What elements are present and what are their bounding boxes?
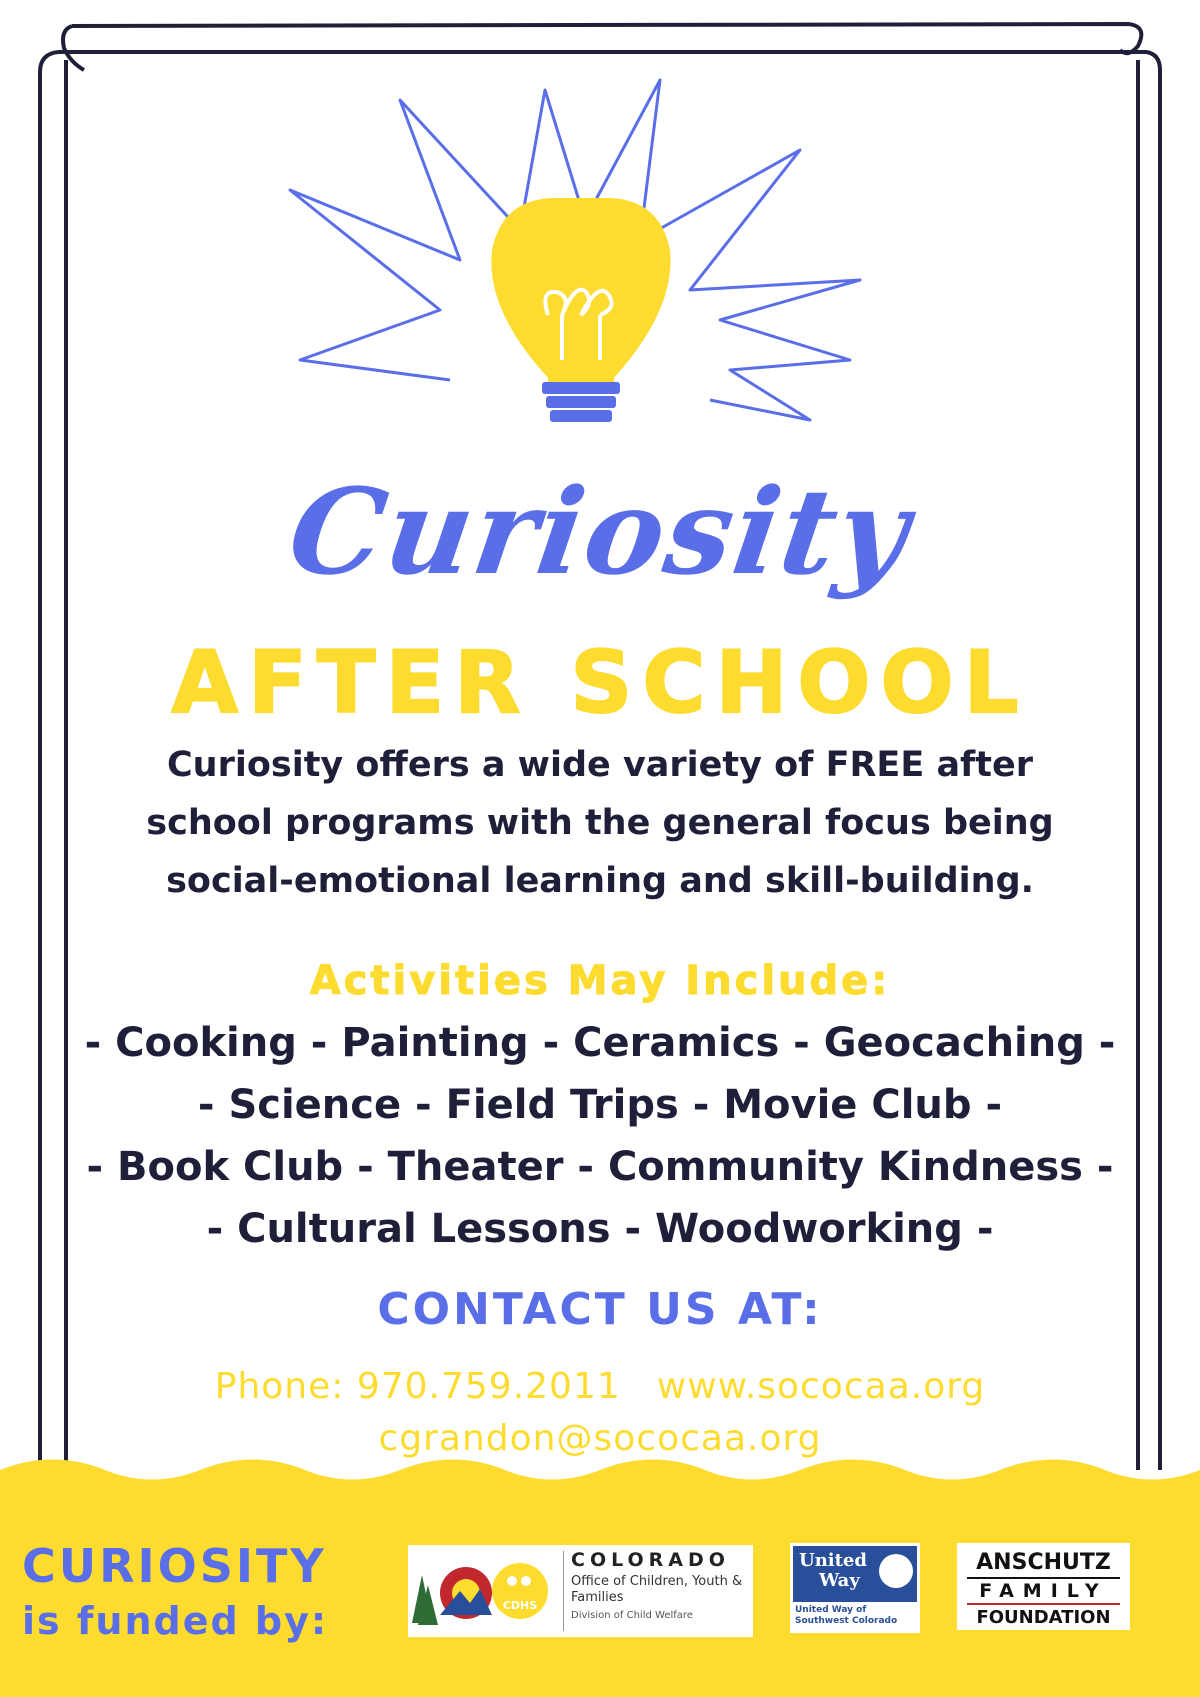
united-way-logo: [790, 1543, 920, 1633]
activities-line: - Science - Field Trips - Movie Club -: [197, 1082, 1003, 1128]
united-way-word2: Way: [819, 1570, 860, 1591]
logo-divider: [563, 1551, 564, 1631]
colorado-title: COLORADO: [571, 1549, 730, 1571]
activities-line: - Book Club - Theater - Community Kindness -: [86, 1144, 1114, 1190]
anschutz-line2: FAMILY: [967, 1577, 1120, 1605]
contact-phone: Phone: 970.759.2011: [214, 1366, 621, 1407]
colorado-division: Division of Child Welfare: [571, 1610, 693, 1621]
contact-phone-web: [0, 1366, 1200, 1407]
activities-line: - Cooking - Painting - Ceramics - Geocaching -: [84, 1020, 1116, 1066]
colorado-logo: [408, 1545, 753, 1637]
intro-paragraph: Curiosity offers a wide variety of FREE after school programs with the general focus being social-emotional learning and skill-building.: [146, 745, 1054, 901]
cdhs-badge-text: CDHS: [502, 1599, 538, 1612]
anschutz-line3: FOUNDATION: [976, 1607, 1111, 1628]
title-after-school: AFTER SCHOOL: [171, 633, 1029, 733]
united-way-sub: United Way of Southwest Colorado: [795, 1605, 898, 1626]
funded-label-line2: is funded by:: [22, 1599, 329, 1643]
funded-by-label: [22, 1540, 382, 1650]
title-script: Curiosity: [281, 462, 919, 601]
colorado-flag-icon: [408, 1545, 558, 1637]
anschutz-logo: [957, 1543, 1130, 1630]
activities-heading: Activities May Include:: [309, 958, 891, 1004]
united-way-word1: United: [799, 1550, 867, 1571]
contact-heading: CONTACT US AT:: [377, 1284, 823, 1335]
activities-line: - Cultural Lessons - Woodworking -: [206, 1206, 994, 1252]
colorado-office: Office of Children, Youth & Families: [571, 1574, 743, 1605]
activities-list: [60, 1012, 1140, 1260]
funded-label-line1: CURIOSITY: [22, 1539, 327, 1593]
sunburst-icon: [280, 60, 880, 460]
anschutz-line1: ANSCHUTZ: [976, 1550, 1111, 1575]
lightbulb-icon: [491, 198, 670, 422]
contact-website[interactable]: www.sococaa.org: [656, 1366, 986, 1407]
united-way-emblem-icon: [879, 1554, 913, 1588]
contact-email[interactable]: cgrandon@sococaa.org: [378, 1418, 822, 1459]
